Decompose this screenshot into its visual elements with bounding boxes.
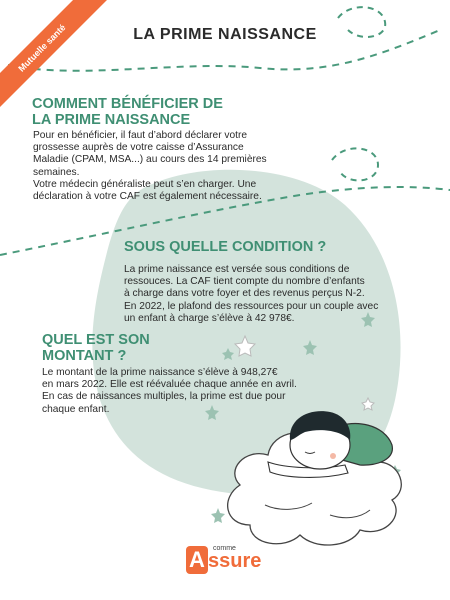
dashed-loop-middle [332,148,378,180]
section3-line: chaque enfant. [42,403,110,415]
page-title: LA PRIME NAISSANCE [133,26,317,43]
section2-line: un enfant à charge s’élève à 42 978€. [124,312,295,324]
section1-heading [32,96,223,128]
section3-line: En cas de naissances multiples, la prime est due pour [42,391,286,403]
section2-body [124,264,378,325]
logo-comme: comme [213,545,236,552]
section1-line: grossesse auprès de votre caisse d’Assurance [33,142,244,154]
section1-line: déclaration à votre CAF est également nécessaire. [33,191,262,203]
star-icon [211,508,225,523]
section1-line: semaines. [33,166,80,178]
section3-line: Le montant de la prime naissance s’élève à 948,27€ [42,367,278,378]
section3-line: en mars 2022. Elle est réévaluée chaque année en avril. [42,379,297,391]
section1-line: Votre médecin généraliste peut s’en charger. Une [33,178,257,190]
section2-line: à charge dans votre foyer et des revenus perçus N-2. [124,288,365,300]
section1-body [33,130,267,203]
section2-line: La prime naissance est versée sous conditions de [124,264,350,275]
section1-heading-line1: COMMENT BÉNÉFICIER DE [32,96,223,112]
logo-badge: A [189,547,205,572]
section3-heading-line2: MONTANT ? [42,348,127,364]
section1-line: Pour en bénéficier, il faut d’abord déclarer votre [33,130,248,141]
section2-line: En 2022, le plafond des ressources pour un couple avec [124,300,379,312]
section3-heading-line1: QUEL EST SON [42,332,150,348]
section1-line: Maladie (CPAM, MSA...) au cours des 14 premières [33,154,267,166]
category-ribbon: Mutuelle santé [16,22,68,74]
section2-heading: SOUS QUELLE CONDITION ? [124,239,327,255]
section3-heading [42,332,150,364]
logo-assure: ssure [208,550,262,572]
section3-body [42,367,297,416]
section1-heading-line2: LA PRIME NAISSANCE [32,112,191,128]
section2-line: ressouces. La CAF tient compte du nombre d’enfants [124,276,365,288]
